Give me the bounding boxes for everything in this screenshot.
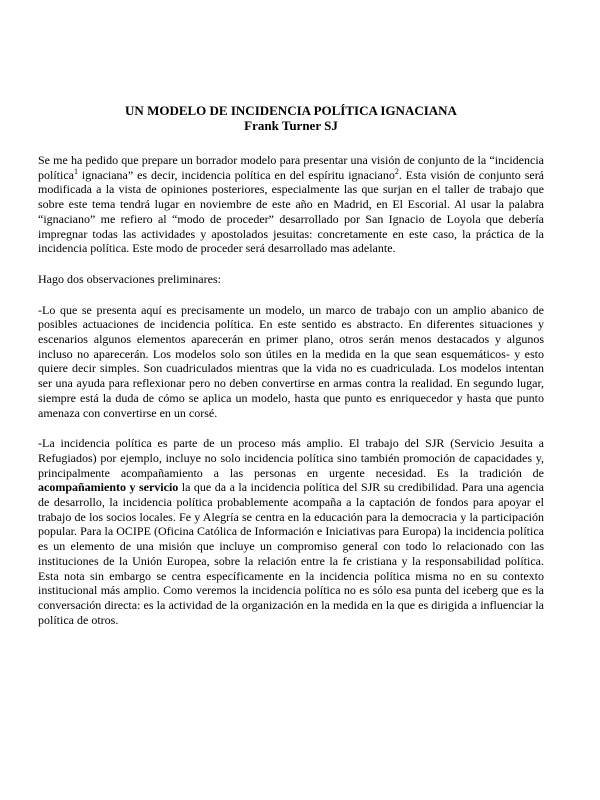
paragraph-text: -La incidencia política es parte de un proceso más amplio. El trabajo del SJR (Servicio Jesuita a Refugiados) por ejemplo, incluye no solo incidencia política sino también promoción de capacidades y, principalmente acompañamiento a las personas en urgente necesidad. Es la tradición de <box>38 436 544 480</box>
paragraph-observaciones: Hago dos observaciones preliminares: <box>38 271 221 286</box>
paragraph-text: la que da a la incidencia política del SJR su credibilidad. Para una agencia de desarrollo, la incidencia política probablemente acompaña a la captación de fondos para apoyar el trabajo de los socios locales. Fe y Alegría se centra en la educación para la democracia y la participación popular. Para la OCIPE (Oficina Católica de Información e Iniciativas para Europa) la incidencia política es un elemento de una misión que incluye un compromiso general con todo lo relacionado con las instituciones de la Unión Europea, sobre la relación entre la fe cristiana y la responsabilidad política. Esta nota sin embargo se centra específicamente en la incidencia política misma no en su contexto institucional más amplio. Como veremos la incidencia política no es sólo esa punta del iceberg que es la conversación directa: es la actividad de la organización en la medida en la que es dirigida a influenciar la política de otros. <box>38 480 545 627</box>
footnote-ref-2: 2 <box>394 167 399 177</box>
paragraph-text: ignaciana” es decir, incidencia política en del espíritu ignaciano <box>78 167 395 182</box>
document-title: UN MODELO DE INCIDENCIA POLÍTICA IGNACIANA <box>125 103 457 118</box>
paragraph-intro <box>38 153 544 256</box>
paragraph-text: Se me ha pedido que prepare un borrador modelo para presentar una visión de conjunto de la “incidencia política <box>38 153 544 182</box>
paragraph-proceso <box>38 436 544 627</box>
document-author: Frank Turner SJ <box>244 118 338 133</box>
paragraph-modelo: -Lo que se presenta aquí es precisamente un modelo, un marco de trabajo con un amplio abanico de posibles actuaciones de incidencia política. En este sentido es abstracto. En diferentes situaciones y escenarios algunos elementos aparecerán en primer plano, otros serán menos destacados y algunos incluso no aparecerán. Los modelos solo son útiles en la medida en la que sean esquemáticos- y esto quiere decir simples. Son cuadriculados mientras que la vida no es cuadriculada. Los modelos intentan ser una ayuda para reflexionar pero no deben convertirse en armas contra la realidad. En segundo lugar, siempre está la duda de cómo se aplica un modelo, hasta que punto es enriquecedor y hasta que punto amenaza con convertirse en un corsé. <box>38 302 544 420</box>
footnote-ref-1: 1 <box>74 167 78 177</box>
bold-phrase: acompañamiento y servicio <box>38 480 179 495</box>
title-block <box>38 103 544 133</box>
paragraph-text: . Esta visión de conjunto será modificada a la vista de opiniones posteriores, especialmente las que surjan en el taller de trabajo que sobre este tema tendrá lugar en noviembre de este año en Madrid, en El Escorial. Al usar la palabra “ignaciano” me refiero al “modo de proceder” desarrollado por San Ignacio de Loyola que debería impregnar todas las actividades y apostolados jesuitas: concretamente en este caso, la práctica de la incidencia política. Este modo de proceder será desarrollado mas adelante. <box>38 167 545 256</box>
document-content <box>38 103 544 643</box>
